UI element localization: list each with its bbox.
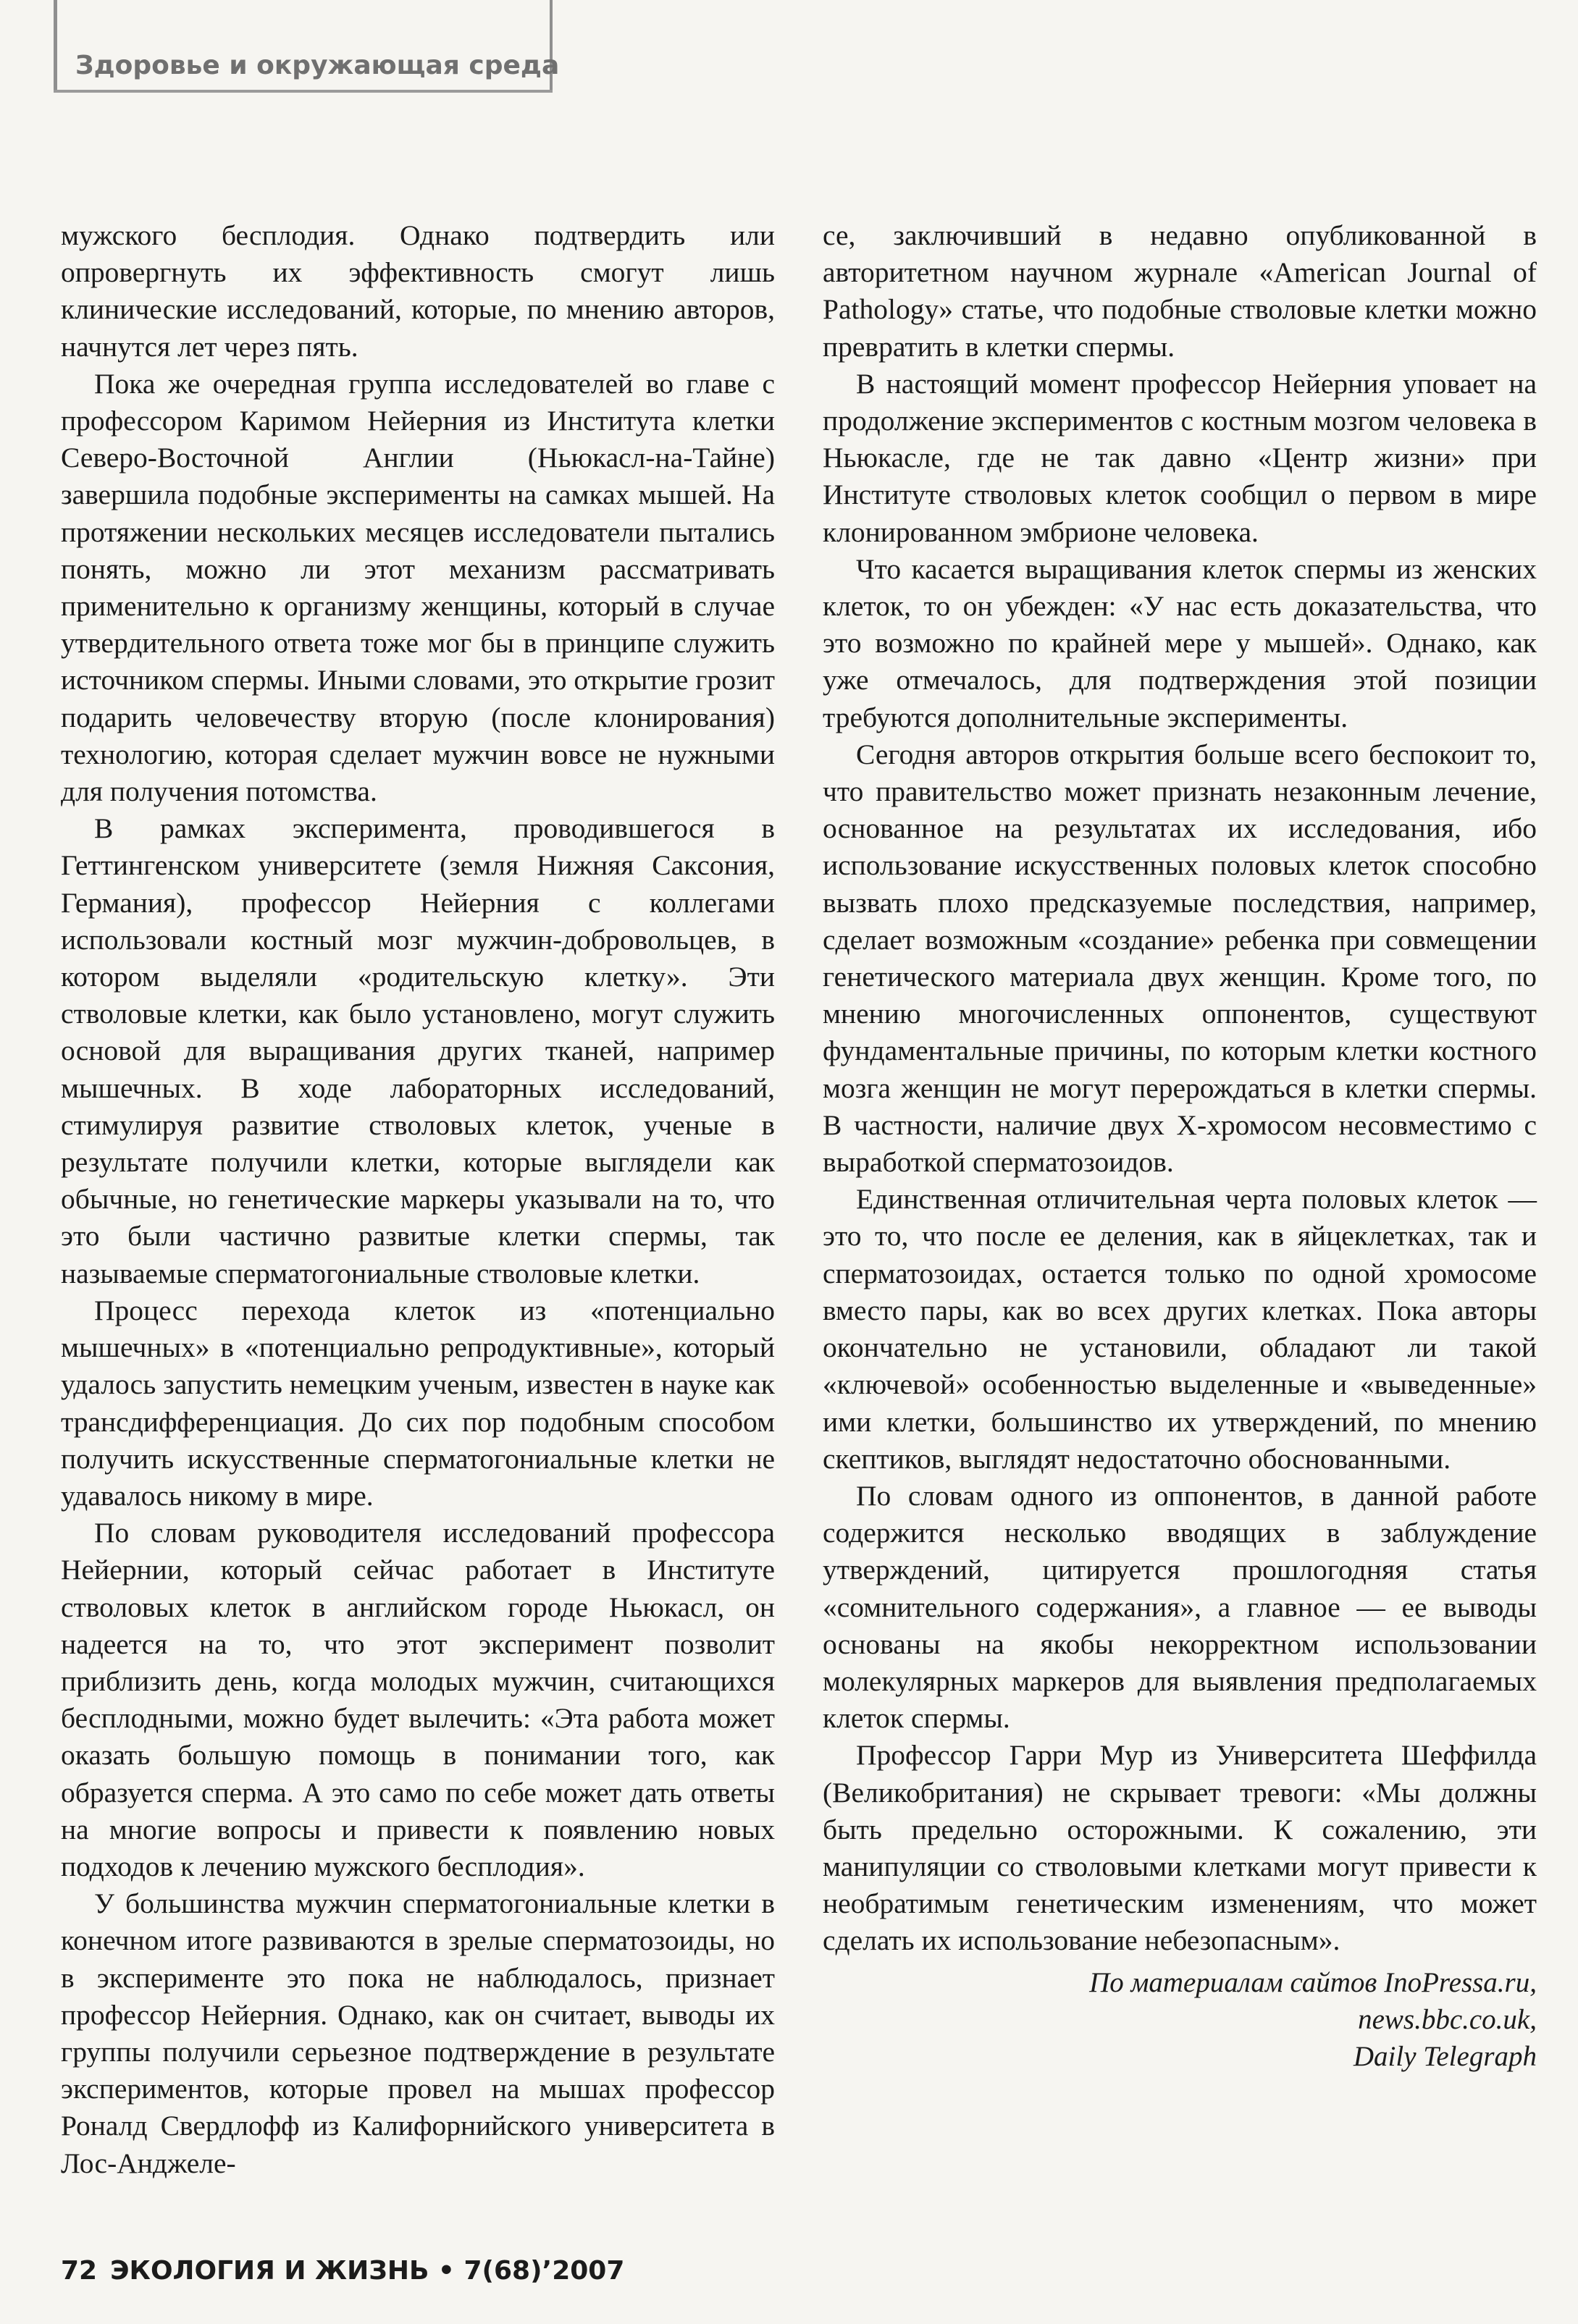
right-column bbox=[823, 217, 1537, 2075]
paragraph: По словам одного из оппонентов, в данной работе содержится несколько вводящих в заблуждение утверждений, цитируется прошлогодняя статья «сомнительного содержания», а главное — ее выводы основаны на якобы некорректном использовании молекулярных маркеров для выявления предполагаемых клеток спермы. bbox=[823, 1479, 1537, 1735]
paragraph: мужского бесплодия. Однако подтвердить или опровергнуть их эффективность смогут лишь клинические исследований, которые, по мнению авторов, начнутся лет через пять. bbox=[61, 219, 775, 363]
page-footer bbox=[61, 2256, 624, 2286]
paragraph: В рамках эксперимента, проводившегося в Геттингенском университете (земля Нижняя Саксония, Германия), профессор Нейерния с коллегами использовали костный мозг мужчин-добровольцев, в котором выделяли «родительскую клетку». Эти стволовые клетки, как было установлено, могут служить основой для выращивания других тканей, например мышечных. В ходе лабораторных исследований, стимулируя развитие стволовых клеток, ученые в результате получили клетки, которые выглядели как обычные, но генетические маркеры указывали на то, что это были частично развитые клетки спермы, так называемые сперматогониальные стволовые клетки. bbox=[61, 812, 775, 1289]
left-column bbox=[61, 217, 775, 2182]
paragraph: Процесс перехода клеток из «потенциально мышечных» в «потенциально репродуктивные», который удалось запустить немецким ученым, известен в науке как трансдифференциация. До сих пор подобным способом получить искусственные сперматогониальные клетки не удавалось никому в мире. bbox=[61, 1294, 775, 1512]
paragraph: Пока же очередная группа исследователей во главе с профессором Каримом Нейерния из Института клетки Северо-Восточной Англии (Ньюкасл-на-Тайне) завершила подобные эксперименты на самках мышей. На протяжении нескольких месяцев исследователи пытались понять, можно ли этот механизм рассматривать применительно к организму женщины, который в случае утвердительного ответа тоже мог бы в принципе служить источником спермы. Иными словами, это открытие грозит подарить человечеству вторую (после клонирования) технологию, которая сделает мужчин вовсе не нужными для получения потомства. bbox=[61, 367, 775, 808]
paragraph: В настоящий момент профессор Нейерния уповает на продолжение экспериментов с костным мозгом человека в Ньюкасле, где не так давно «Центр жизни» при Институте стволовых клеток сообщил о первом в мире клонированном эмбрионе человека. bbox=[823, 367, 1537, 548]
paragraph: Профессор Гарри Мур из Университета Шеффилда (Великобритания) не скрывает тревоги: «Мы должны быть предельно осторожными. К сожалению, эти манипуляции со стволовыми клетками могут привести к необратимым генетическим изменениям, что может сделать их использование небезопасным». bbox=[823, 1739, 1537, 1957]
paragraph: се, заключивший в недавно опубликованной в авторитетном научном журнале «American Journal of Pathology» статье, что подобные стволовые клетки можно превратить в клетки спермы. bbox=[823, 219, 1537, 363]
source-line: news.bbc.co.uk, bbox=[1358, 2003, 1537, 2035]
paragraph: Сегодня авторов открытия больше всего беспокоит то, что правительство может признать незаконным лечение, основанное на результатах их исследования, ибо использование искусственных половых клеток способно вызвать плохо предсказуемые последствия, например, сделает возможным «создание» ребенка при совмещении генетического материала двух женщин. Кроме того, по мнению многочисленных оппонентов, существуют фундаментальные причины, по которым клетки костного мозга женщин не могут перерождаться в клетки спермы. В частности, наличие двух Х-хромосом несовместимо с выработкой сперматозоидов. bbox=[823, 738, 1537, 1179]
paragraph: По словам руководителя исследований профессора Нейернии, который сейчас работает в Институте стволовых клеток в английском городе Ньюкасл, он надеется на то, что этот эксперимент позволит приблизить день, когда молодых мужчин, считающихся бесплодными, можно будет вылечить: «Эта работа может оказать большую помощь в понимании того, как образуется сперма. А это само по себе может дать ответы на многие вопросы и привести к появлению новых подходов к лечению мужского бесплодия». bbox=[61, 1517, 775, 1882]
magazine-issue: ЭКОЛОГИЯ И ЖИЗНЬ • 7(68)’2007 bbox=[110, 2256, 625, 2286]
header-bar bbox=[54, 90, 553, 93]
source-attribution bbox=[823, 1964, 1537, 2076]
section-title: Здоровье и окружающая среда bbox=[75, 51, 560, 80]
source-line: Daily Telegraph bbox=[1353, 2040, 1537, 2072]
source-line: По материалам сайтов InoPressa.ru, bbox=[1089, 1966, 1537, 1998]
paragraph: У большинства мужчин сперматогониальные клетки в конечном итоге развиваются в зрелые сперматозоиды, но в эксперименте это пока не наблюдалось, признает профессор Нейерния. Однако, как он считает, выводы их группы получили серьезное подтверждение в результате экспериментов, которые провел на мышах профессор Роналд Свердлофф из Калифорнийского университета в Лос-Анджеле- bbox=[61, 1887, 775, 2179]
page-number: 72 bbox=[61, 2256, 98, 2286]
paragraph: Единственная отличительная черта половых клеток — это то, что после ее деления, как в яйцеклетках, так и сперматозоидах, остается только по одной хромосоме вместо пары, как во всех других клетках. Пока авторы окончательно не установили, обладают ли такой «ключевой» особенностью выделенные и «выведенные» ими клетки, большинство их утверждений, по мнению скептиков, выглядят недостаточно обоснованными. bbox=[823, 1183, 1537, 1475]
header-rule-left bbox=[54, 0, 57, 93]
paragraph: Что касается выращивания клеток спермы из женских клеток, то он убежден: «У нас есть доказательства, что это возможно по крайней мере у мышей». Однако, как уже отмечалось, для подтверждения этой позиции требуются дополнительные эксперименты. bbox=[823, 552, 1537, 733]
